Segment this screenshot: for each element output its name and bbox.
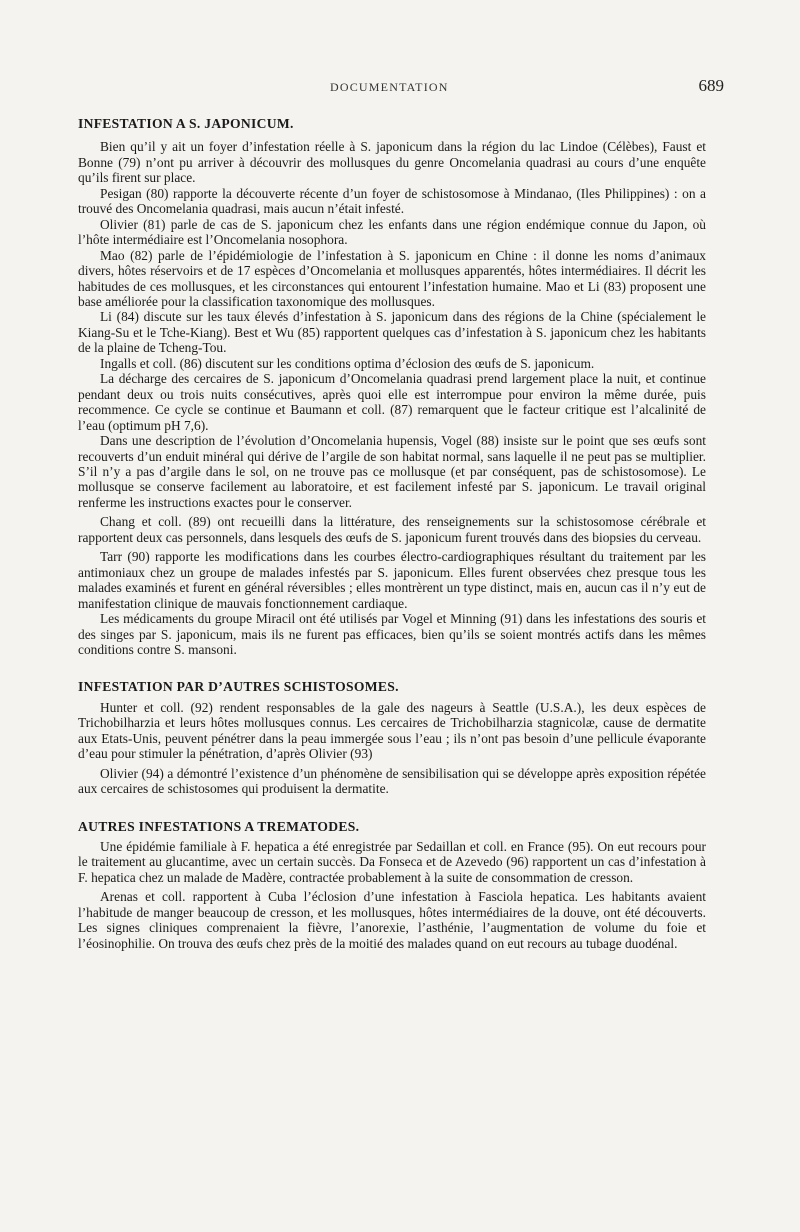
paragraph: Olivier (81) parle de cas de S. japonicum chez les enfants dans une région endémique connue du Japon, où l’hôte intermédiaire est l’Oncomelania nosophora. <box>78 216 706 248</box>
paragraph: Pesigan (80) rapporte la découverte récente d’un foyer de schistosomose à Mindanao, (Iles Philippines) : on a trouvé des Oncomelania quadrasi, mais aucun n’était infesté. <box>78 185 706 217</box>
paragraph: La décharge des cercaires de S. japonicum d’Oncomelania quadrasi prend largement place la nuit, et continue pendant deux ou trois nuits consécutives, après quoi elle est interrompue pour environ la même durée, puis recommence. Ce cycle se continue et Baumann et coll. (87) remarquent que le facteur critique est l’alcalinité de l’eau (optimum pH 7,6). <box>78 371 706 433</box>
article-body <box>78 116 706 951</box>
paragraph: Une épidémie familiale à F. hepatica a été enregistrée par Sedaillan et coll. en France (95). On eut recours pour le traitement au glucantime, avec un certain succès. Da Fonseca et de Azevedo (96) rapportent un cas d’infestation à F. hepatica chez un malade de Madère, contractée probablement à la suite de consommation de cresson. <box>78 839 706 885</box>
paragraph: Dans une description de l’évolution d’Oncomelania hupensis, Vogel (88) insiste sur le point que ses œufs sont recouverts d’un enduit minéral qui dérive de l’argile de son habitat normal, sans laquelle il ne peut pas se multiplier. S’il n’y a pas d’argile dans le sol, on ne trouve pas ce mollusque (et par conséquent, pas de schistosomose). Le mollusque se conserve facilement au laboratoire, et est facilement infesté par S. japonicum. Le travail original renferme les instructions exactes pour le conserver. <box>78 433 706 510</box>
section-heading-japonicum: INFESTATION A S. JAPONICUM. <box>78 116 294 131</box>
page-number: 689 <box>698 76 724 95</box>
paragraph: Arenas et coll. rapportent à Cuba l’éclosion d’une infestation à Fasciola hepatica. Les habitants avaient l’habitude de manger beaucoup de cresson, et les mollusques, hôtes intermédiaires de la douve, ont été découverts. Les signes cliniques comprenaient la fièvre, l’anorexie, l’asthénie, l’augmentation de volume du foie et l’éosinophilie. On trouva des œufs chez près de la moitié des malades quand on eut recours au tubage duodénal. <box>78 889 706 951</box>
running-title: DOCUMENTATION <box>330 80 449 94</box>
section-heading-trematodes: AUTRES INFESTATIONS A TREMATODES. <box>78 818 360 834</box>
paragraph: Mao (82) parle de l’épidémiologie de l’infestation à S. japonicum en Chine : il donne les noms d’animaux divers, hôtes réservoirs et de 17 espèces d’Oncomelania et mollusques apparentés, hôtes intermédiaires. Il décrit les habitudes de ces mollusques, et les circonstances qui entourent l’infestation humaine. Mao et Li (83) proposent une base améliorée pour la classification taxonomique des mollusques. <box>78 247 706 309</box>
paragraph: Hunter et coll. (92) rendent responsables de la gale des nageurs à Seattle (U.S.A.), les deux espèces de Trichobilharzia et leurs hôtes mollusques connus. Les cercaires de Trichobilharzia stagnicolæ, cause de dermatite aux Etats-Unis, peuvent pénétrer dans la peau immergée sous l’eau ; ils n’ont pas besoin d’une pellicule évaporante d’eau pour stimuler la pénétration, d’après Olivier (93) <box>78 699 706 762</box>
running-header <box>0 76 800 100</box>
paragraph: Li (84) discute sur les taux élevés d’infestation à S. japonicum dans des régions de la Chine (spécialement le Kiang-Su et le Tche-Kiang). Best et Wu (85) rapportent quelques cas d’infestation à S. japonicum chez les habitants de la plaine de Tcheng-Tou. <box>78 309 706 356</box>
paragraph: Les médicaments du groupe Miracil ont été utilisés par Vogel et Minning (91) dans les infestations des souris et des singes par S. japonicum, mais ils ne furent pas efficaces, bien qu’ils se soient montrés actifs dans les mêmes conditions contre S. mansoni. <box>78 611 706 657</box>
paragraph: Bien qu’il y ait un foyer d’infestation réelle à S. japonicum dans la région du lac Lindoe (Célèbes), Faust et Bonne (79) n’ont pu arriver à découvrir des mollusques du genre Oncomelania quadrasi au cours d’une enquête qu’ils firent sur place. <box>78 139 706 186</box>
paragraph: Chang et coll. (89) ont recueilli dans la littérature, des renseignements sur la schistosomose cérébrale et rapportent deux cas personnels, dans lesquels des œufs de S. japonicum furent trouvés dans des biopsies du cerveau. <box>78 514 706 545</box>
paragraph: Ingalls et coll. (86) discutent sur les conditions optima d’éclosion des œufs de S. japonicum. <box>100 355 595 371</box>
paragraph: Olivier (94) a démontré l’existence d’un phénomène de sensibilisation qui se développe après exposition répétée aux cercaires de schistosomes qui produisent la dermatite. <box>78 765 706 797</box>
section-heading-other-schistosomes: INFESTATION PAR D’AUTRES SCHISTOSOMES. <box>78 679 399 695</box>
paragraph: Tarr (90) rapporte les modifications dans les courbes électro-cardiographiques résultant du traitement par les antimoniaux chez un groupe de malades infestés par S. japonicum. Elles furent observées chez presque tous les malades examinés et furent en général réversibles ; elles montrèrent un type distinct, mais en, aucun cas il n’y eut de manifestation clinique de mauvais fonctionnement cardiaque. <box>78 549 706 611</box>
